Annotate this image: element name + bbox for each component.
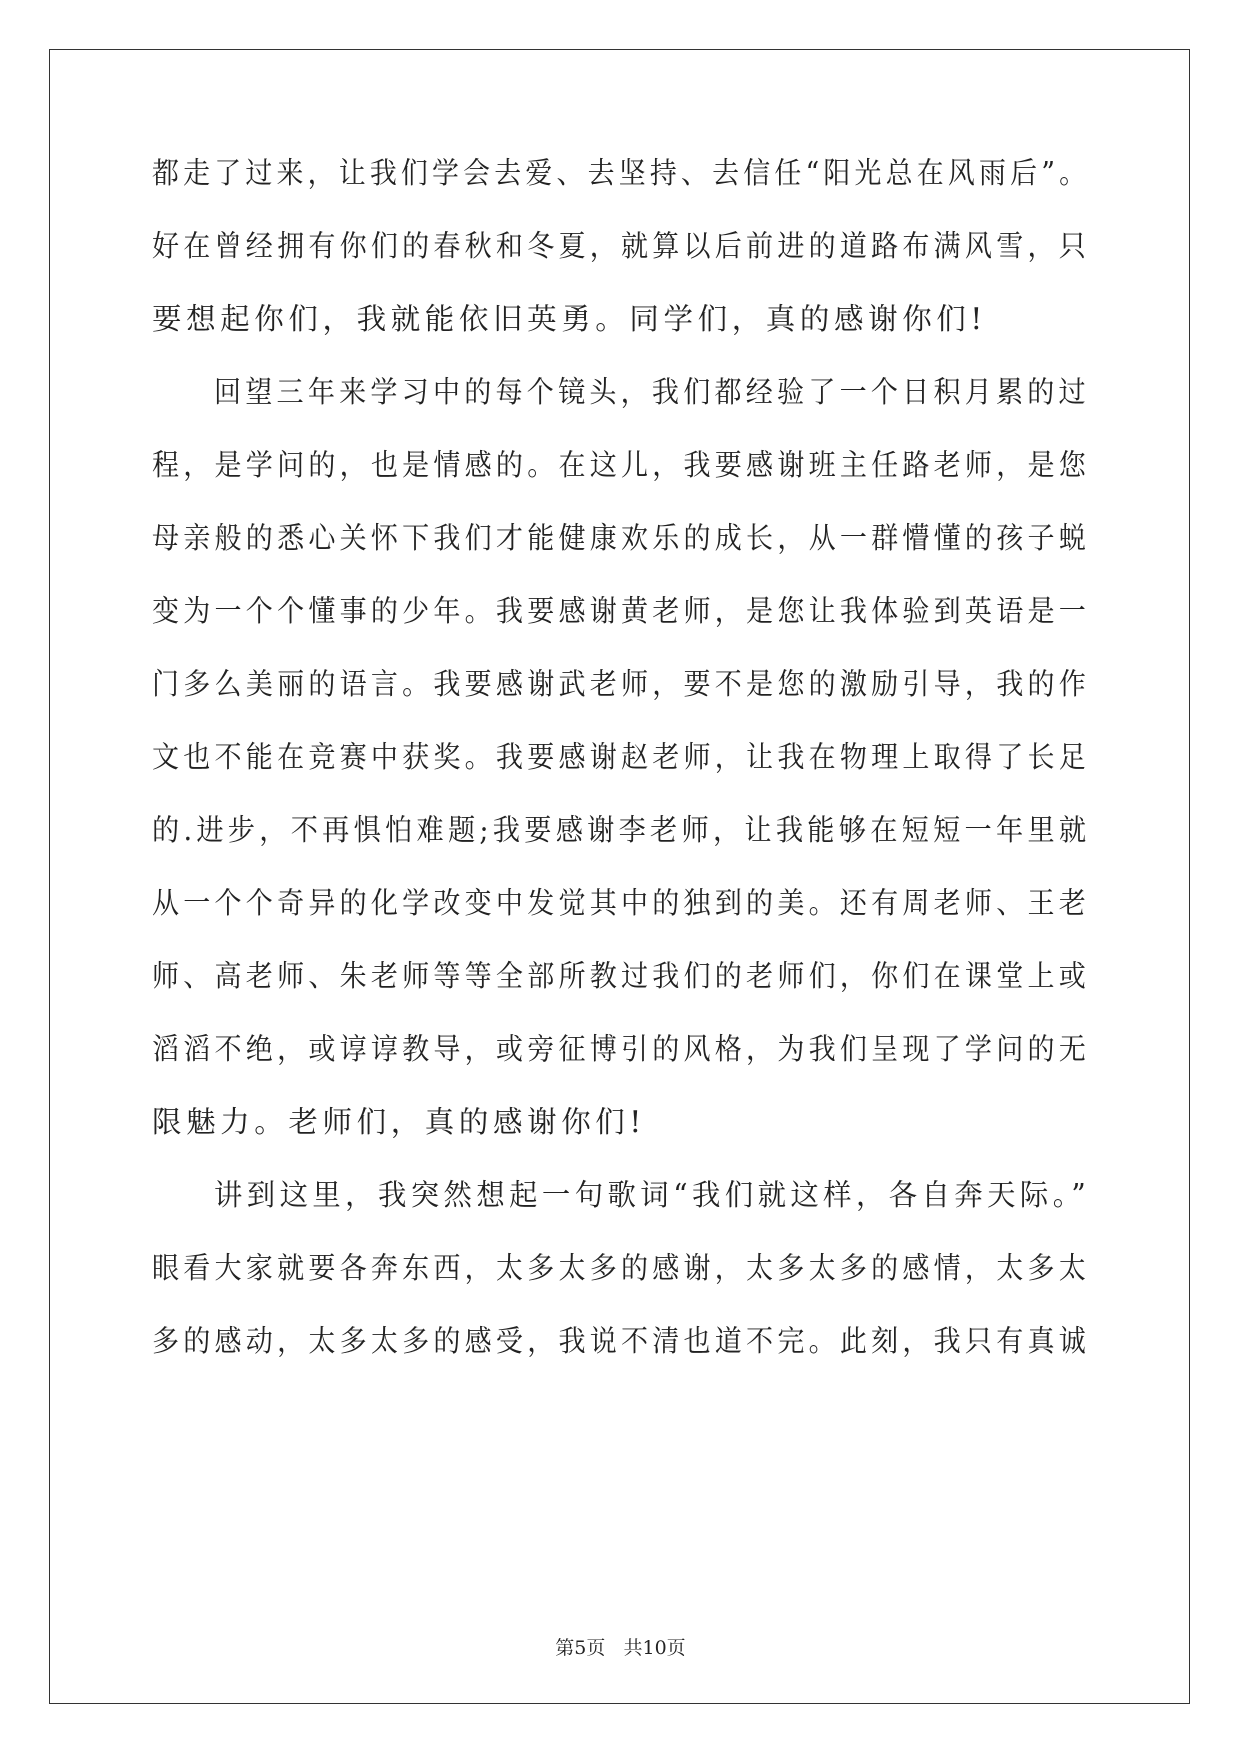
- body-text-line: 要想起你们，我就能依旧英勇。同学们，真的感谢你们!: [152, 302, 987, 336]
- body-text-line: 师、高老师、朱老师等等全部所教过我们的老师们，你们在课堂上或: [152, 959, 1091, 993]
- body-text-line: 母亲般的悉心关怀下我们才能健康欢乐的成长，从一群懵懂的孩子蜕: [152, 521, 1091, 555]
- body-text-line: 眼看大家就要各奔东西，太多太多的感谢，太多太多的感情，太多太: [152, 1251, 1091, 1285]
- page-number-footer: 第5页 共10页: [555, 1637, 686, 1659]
- body-text-line: 讲到这里，我突然想起一句歌词“我们就这样，各自奔天际。”: [214, 1178, 1091, 1212]
- body-text-line: 门多么美丽的语言。我要感谢武老师，要不是您的激励引导，我的作: [152, 667, 1091, 701]
- body-text-line: 多的感动，太多太多的感受，我说不清也道不完。此刻，我只有真诚: [152, 1324, 1091, 1358]
- body-text-line: 好在曾经拥有你们的春秋和冬夏，就算以后前进的道路布满风雪，只: [152, 229, 1091, 263]
- body-text-line: 限魅力。老师们，真的感谢你们!: [152, 1105, 646, 1139]
- body-text-line: 回望三年来学习中的每个镜头，我们都经验了一个日积月累的过: [214, 375, 1090, 409]
- body-text-line: 都走了过来，让我们学会去爱、去坚持、去信任“阳光总在风雨后”。: [152, 156, 1091, 190]
- body-text-line: 的.进步，不再惧怕难题;我要感谢李老师，让我能够在短短一年里就: [152, 813, 1091, 847]
- body-text-line: 程，是学问的，也是情感的。在这儿，我要感谢班主任路老师，是您: [152, 448, 1091, 482]
- body-text-line: 变为一个个懂事的少年。我要感谢黄老师，是您让我体验到英语是一: [152, 594, 1091, 628]
- body-text-line: 文也不能在竞赛中获奖。我要感谢赵老师，让我在物理上取得了长足: [152, 740, 1091, 774]
- body-text-line: 滔滔不绝，或谆谆教导，或旁征博引的风格，为我们呈现了学问的无: [152, 1032, 1091, 1066]
- page-border: [49, 49, 1190, 1704]
- body-text-line: 从一个个奇异的化学改变中发觉其中的独到的美。还有周老师、王老: [152, 886, 1091, 920]
